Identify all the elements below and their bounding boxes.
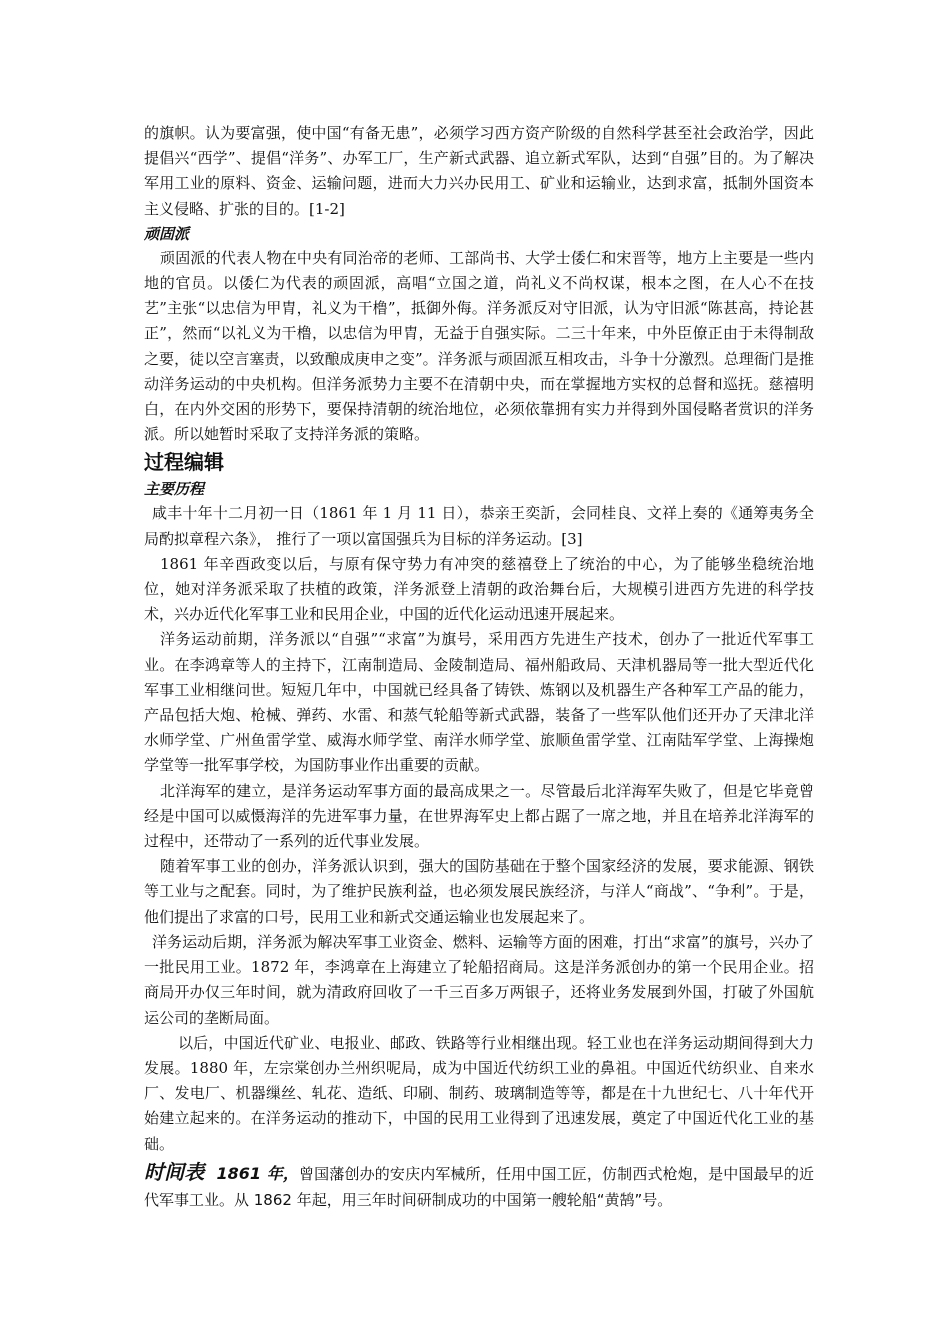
timeline-text: 曾国藩创办的安庆内军械所，任用中国工匠，仿制西式枪炮，是中国最早的近代军事工业。从 1862 年起，用三年时间研制成功的中国第一艘轮船“黄鹄”号。 [144,1164,814,1209]
timeline-label: 时间表 [144,1159,205,1184]
process-paragraph-4: 北洋海军的建立，是洋务运动军事方面的最高成果之一。尽管最后北洋海军失败了，但是它毕竟曾经是中国可以威慑海洋的先进军事力量，在世界海军史上都占踞了一席之地，并且在培养北洋海军的过程中，还带动了一系列的近代事业发展。 [144,781,814,851]
conservative-paragraph: 顽固派的代表人物在中央有同治帝的老师、工部尚书、大学士倭仁和宋晋等，地方上主要是一些内地的官员。以倭仁为代表的顽固派，高唱“立国之道，尚礼义不尚权谋，根本之图，在人心不在技艺”主张“以忠信为甲胄，礼义为干橹”，抵御外侮。洋务派反对守旧派，认为守旧派“陈甚高，持论甚正”，然而“以礼义为干橹，以忠信为甲胄，无益于自强实际。二三十年来，中外臣僚正由于未得制敌之要，徒以空言塞责，以致酿成庚申之变”。洋务派与顽固派互相攻击，斗争十分激烈。总理衙门是推动洋务运动的中央机构。但洋务派势力主要不在清朝中央，而在掌握地方实权的总督和巡抚。慈禧明白，在内外交困的形势下，要保持清朝的统治地位，必须依靠拥有实力并得到外国侵略者赏识的洋务派。所以她暂时采取了支持洋务派的策略。 [144,248,814,444]
history-subheading: 主要历程 [144,480,205,499]
document-page [144,121,814,1213]
process-paragraph-2: 1861 年辛酉政变以后，与原有保守势力有冲突的慈禧登上了统治的中心，为了能够坐稳统治地位，她对洋务派采取了扶植的政策，洋务派登上清朝的政治舞台后，大规模引进西方先进的科学技术，兴办近代化军事工业和民用企业，中国的近代化运动迅速开展起来。 [144,554,814,624]
process-paragraph-3: 洋务运动前期，洋务派以“自强”“求富”为旗号，采用西方先进生产技术，创办了一批近代军事工业。在李鸿章等人的主持下，江南制造局、金陵制造局、福州船政局、天津机器局等一批大型近代化军事工业相继问世。短短几年中，中国就已经具备了铸铁、炼钢以及机器生产各种军工产品的能力，产品包括大炮、枪械、弹药、水雷、和蒸气轮船等新式武器，装备了一些军队他们还开办了天津北洋水师学堂、广州鱼雷学堂、威海水师学堂、南洋水师学堂、旅顺鱼雷学堂、江南陆军学堂、上海操炮学堂等一批军事学校，为国防事业作出重要的贡献。 [144,630,814,775]
timeline-entry [144,1159,814,1213]
process-heading: 过程编辑 [144,450,224,475]
process-paragraph-1: 咸丰十年十二月初一日（1861 年 1 月 11 日），恭亲王奕訢，会同桂良、文祥上奏的《通筹夷务全局酌拟章程六条》， 推行了一项以富国强兵为目标的洋务运动。[3] [144,504,814,548]
intro-paragraph: 的旗帜。认为要富强，使中国“有备无患”，必须学习西方资产阶级的自然科学甚至社会政治学，因此提倡兴“西学”、提倡“洋务”、办军工厂，生产新式武器、追立新式军队，达到“自强”目的。为了解决军用工业的原料、资金、运输问题，进而大力兴办民用工、矿业和运输业，达到求富，抵制外国资本主义侵略、扩张的目的。[1-2] [144,124,814,218]
process-paragraph-5: 随着军事工业的创办，洋务派认识到，强大的国防基础在于整个国家经济的发展，要求能源、钢铁等工业与之配套。同时，为了维护民族利益，也必须发展民族经济，与洋人“商战”、“争利”。于是，他们提出了求富的口号，民用工业和新式交通运输业也发展起来了。 [144,857,814,926]
process-paragraph-7: 以后，中国近代矿业、电报业、邮政、铁路等行业相继出现。轻工业也在洋务运动期间得到大力发展。1880 年，左宗棠创办兰州织呢局，成为中国近代纺织工业的鼻祖。中国近代纺织业、自来水厂、发电厂、机器缫丝、轧花、造纸、印刷、制药、玻璃制造等等，都是在十九世纪七、八十年代开始建立起来的。在洋务运动的推动下，中国的民用工业得到了迅速发展，奠定了中国近代化工业的基础。 [144,1033,814,1153]
process-paragraph-6: 洋务运动后期，洋务派为解决军事工业资金、燃料、运输等方面的困难，打出“求富”的旗号，兴办了一批民用工业。1872 年，李鸿章在上海建立了轮船招商局。这是洋务派创办的第一个民用企业。招商局开办仅三年时间，就为清政府回收了一千三百多万两银子，还将业务发展到外国，打破了外国航运公司的垄断局面。 [144,932,814,1027]
conservative-subheading: 顽固派 [144,224,190,243]
timeline-year: 1861 年， [216,1163,300,1183]
